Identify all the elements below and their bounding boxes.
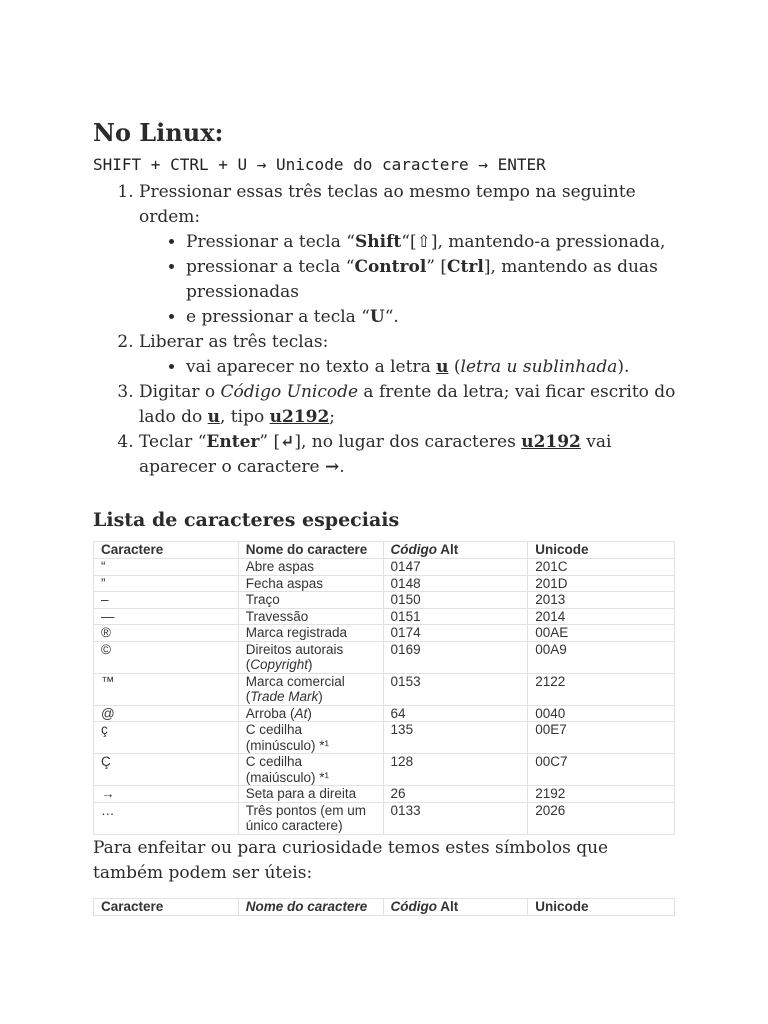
- table-header-row: [94, 898, 675, 915]
- special-chars-table: [93, 541, 675, 835]
- table-row: @ Arroba (At) 64 0040: [94, 705, 675, 722]
- steps-list: [93, 180, 683, 480]
- header-nome: Nome do caractere: [238, 898, 383, 915]
- shortcut-line: SHIFT + CTRL + U → Unicode do caractere → ENTER: [93, 155, 546, 174]
- step-1-sub-1: • Pressionar a tecla “Shift“[⇧], mantendo-a pressionada,: [186, 230, 683, 255]
- header-codigo-alt: Código Alt: [383, 898, 528, 915]
- extra-symbols-table: [93, 898, 675, 916]
- table-row: ” Fecha aspas 0148 201D: [94, 575, 675, 592]
- table-row: Ç C cedilha (maiúsculo) *¹ 128 00C7: [94, 754, 675, 786]
- table-row: → Seta para a direita 26 2192: [94, 786, 675, 803]
- table-row: ™ Marca comercial (Trade Mark) 0153 2122: [94, 673, 675, 705]
- section-title-special-chars: Lista de caracteres especiais: [93, 509, 400, 531]
- table-row: — Travessão 0151 2014: [94, 608, 675, 625]
- step-2-sub-1: • vai aparecer no texto a letra u (letra u sublinhada).: [186, 355, 683, 380]
- step-2-sublist: [139, 355, 683, 380]
- step-1-sub-2: • pressionar a tecla “Control” [Ctrl], mantendo as duas pressionadas: [186, 255, 683, 305]
- document-content: [93, 116, 683, 916]
- step-1: [139, 180, 683, 330]
- section-title-linux: No Linux:: [93, 118, 224, 147]
- table-header-row: [94, 542, 675, 559]
- table-row: “ Abre aspas 0147 201C: [94, 559, 675, 576]
- table-row: © Direitos autorais (Copyright) 0169 00A9: [94, 641, 675, 673]
- step-1-sub-3: • e pressionar a tecla “U“.: [186, 305, 683, 330]
- header-caractere: Caractere: [94, 898, 239, 915]
- header-unicode: Unicode: [528, 898, 675, 915]
- table-row: – Traço 0150 2013: [94, 592, 675, 609]
- step-3: 3. Digitar o Código Unicode a frente da letra; vai ficar escrito do lado do u, tipo u2192;: [139, 380, 683, 430]
- header-unicode: Unicode: [528, 542, 675, 559]
- step-4: 4. Teclar “Enter” [↵], no lugar dos caracteres u2192 vai aparecer o caractere →.: [139, 430, 683, 480]
- step-2: [139, 330, 683, 380]
- step-2-text: Liberar as três teclas:: [139, 332, 329, 352]
- header-codigo-alt: Código Alt: [383, 542, 528, 559]
- header-nome: Nome do caractere: [238, 542, 383, 559]
- table-row: … Três pontos (em um único caractere) 0133 2026: [94, 802, 675, 834]
- step-1-sublist: [139, 230, 683, 330]
- header-caractere: Caractere: [94, 542, 239, 559]
- extra-paragraph: Para enfeitar ou para curiosidade temos estes símbolos que também podem ser úteis:: [93, 837, 609, 883]
- table-row: ® Marca registrada 0174 00AE: [94, 625, 675, 642]
- step-1-text: Pressionar essas três teclas ao mesmo tempo na seguinte ordem:: [139, 182, 636, 227]
- table-row: ç C cedilha (minúsculo) *¹ 135 00E7: [94, 722, 675, 754]
